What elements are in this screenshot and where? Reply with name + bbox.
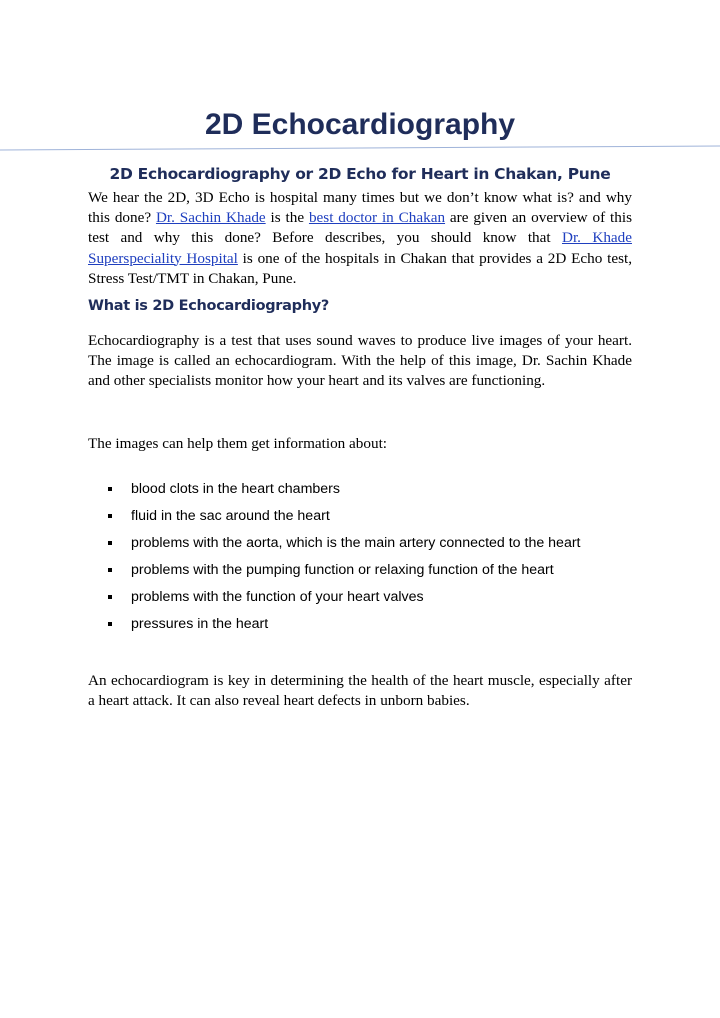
square-bullet-icon <box>108 595 112 599</box>
list-item <box>106 611 581 638</box>
list-item <box>106 530 581 557</box>
doctor-link[interactable]: Dr. Sachin Khade <box>155 209 266 227</box>
list-item <box>106 503 581 530</box>
closing-paragraph: An echocardiogram is key in determining the health of the heart muscle, especially after a heart attack. It can also reveal heart defects in unborn babies. <box>88 672 632 710</box>
intro-text-3: are given an overview of this test and why this done? Before describes, you should know that <box>88 209 632 247</box>
square-bullet-icon <box>108 622 112 626</box>
definition-paragraph: Echocardiography is a test that uses sound waves to produce live images of your heart. The image is called an echocardiogram. With the help of this image, Dr. Sachin Khade and other specialists monitor how your heart and its valves are functioning. <box>88 332 632 390</box>
title-divider <box>0 144 720 158</box>
square-bullet-icon <box>108 541 112 545</box>
square-bullet-icon <box>108 487 112 491</box>
intro-paragraph <box>88 188 632 289</box>
best-doctor-link[interactable]: best doctor in Chakan <box>308 209 446 227</box>
list-item-text: problems with the aorta, which is the main artery connected to the heart <box>131 535 581 551</box>
square-bullet-icon <box>108 568 112 572</box>
list-item <box>106 557 581 584</box>
list-item-text: problems with the function of your heart valves <box>131 589 424 605</box>
list-intro-paragraph: The images can help them get information about: <box>88 435 388 452</box>
section-heading: What is 2D Echocardiography? <box>88 298 330 314</box>
page-title: 2D Echocardiography <box>204 108 516 141</box>
page-subtitle: 2D Echocardiography or 2D Echo for Heart in Chakan, Pune <box>109 165 611 183</box>
info-bullet-list <box>106 476 581 638</box>
list-item-text: fluid in the sac around the heart <box>131 508 330 524</box>
square-bullet-icon <box>108 514 112 518</box>
list-item-text: problems with the pumping function or relaxing function of the heart <box>131 562 554 578</box>
hospital-link[interactable]: Dr. Khade Superspeciality Hospital <box>88 229 632 267</box>
intro-text-2: is the <box>265 209 309 227</box>
list-item <box>106 584 581 611</box>
list-item <box>106 476 581 503</box>
intro-text-1: We hear the 2D, 3D Echo is hospital many times but we don’t know what is? and why this done? <box>88 189 632 227</box>
list-item-text: pressures in the heart <box>131 616 269 632</box>
intro-text-4: is one of the hospitals in Chakan that provides a 2D Echo test, Stress Test/TMT in Chakan, Pune. <box>88 249 632 287</box>
list-item-text: blood clots in the heart chambers <box>131 481 340 497</box>
